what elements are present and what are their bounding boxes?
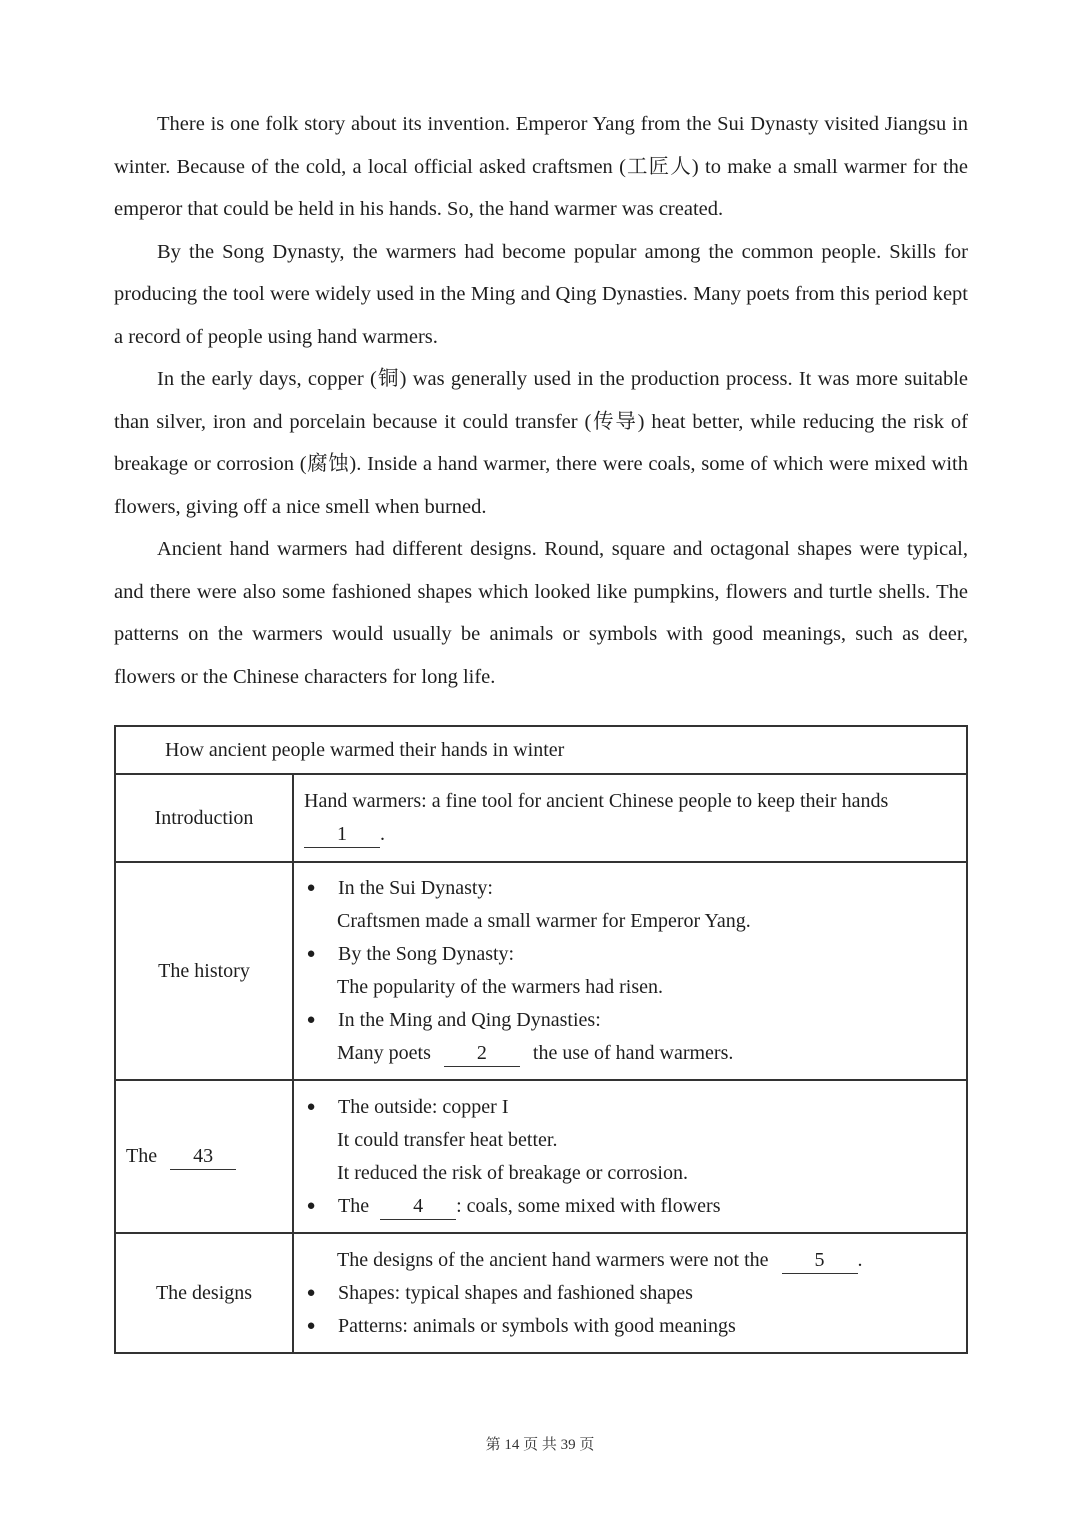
designs-patterns-text: Patterns: animals or symbols with good meanings <box>338 1314 736 1337</box>
history-song-heading: By the Song Dynasty: <box>338 943 515 965</box>
row-label-designs: The designs <box>115 1233 293 1353</box>
table-row-introduction <box>115 774 967 862</box>
designs-intro-period: . <box>857 1248 863 1271</box>
history-bullet-song <box>304 938 956 971</box>
material-content <box>293 1080 967 1233</box>
answer-blank-5: 5 <box>782 1247 858 1274</box>
table-row-material <box>115 1080 967 1233</box>
history-ming-qing-heading: In the Ming and Qing Dynasties: <box>338 1009 601 1031</box>
designs-shapes-text: Shapes: typical shapes and fashioned shapes <box>338 1281 693 1304</box>
paragraph-copper: In the early days, copper (铜) was generally used in the production process. It was more suitable than silver, iron and porcelain because it could transfer (传导) heat better, while reducing the risk of breakage or corrosion (腐蚀). Inside a hand warmer, there were coals, some of which were mixed with flowers, giving off a nice smell when burned. <box>114 368 968 518</box>
history-sui-detail: Craftsmen made a small warmer for Emperor Yang. <box>337 910 751 932</box>
bullet-icon: ● <box>306 1098 316 1115</box>
material-reason-heat: It could transfer heat better. <box>337 1128 558 1151</box>
designs-bullet-shapes <box>304 1277 956 1310</box>
designs-intro-text: The designs of the ancient hand warmers were not the <box>337 1248 769 1271</box>
bullet-icon: ● <box>306 880 316 896</box>
introduction-sentence: Hand warmers: a fine tool for ancient Chinese people to keep their hands <box>304 790 889 812</box>
answer-blank-2: 2 <box>444 1040 520 1067</box>
bullet-icon: ● <box>306 1284 316 1301</box>
answer-blank-4: 4 <box>380 1193 456 1220</box>
paragraph-origin: There is one folk story about its invention. Emperor Yang from the Sui Dynasty visited Jiangsu in winter. Because of the cold, a local official asked craftsmen (工匠人) to make a small warmer for the emperor that could be held in his hands. So, the hand warmer was created. <box>114 113 968 220</box>
row-label-introduction: Introduction <box>115 774 293 862</box>
bullet-icon: ● <box>306 1012 316 1028</box>
row-label-material <box>115 1080 293 1233</box>
bullet-icon: ● <box>306 946 316 962</box>
introduction-content <box>293 774 967 862</box>
history-poets-end: the use of hand warmers. <box>532 1042 734 1064</box>
answer-blank-3: 43 <box>170 1143 236 1170</box>
table-title-row <box>115 726 967 774</box>
history-bullet-sui <box>304 872 956 905</box>
material-reason-corrosion: It reduced the risk of breakage or corrosion. <box>337 1161 688 1184</box>
table-row-history <box>115 862 967 1080</box>
material-bullet-inside <box>304 1190 956 1223</box>
bullet-icon: ● <box>306 1197 316 1214</box>
material-bullet-outside <box>304 1091 956 1124</box>
material-inside-text: The <box>338 1194 370 1217</box>
table-row-designs <box>115 1233 967 1353</box>
history-poets-text: Many poets <box>337 1042 431 1064</box>
designs-intro <box>304 1244 956 1277</box>
reading-passage <box>114 103 968 698</box>
row-label-history: The history <box>115 862 293 1080</box>
history-ming-qing-detail <box>304 1037 956 1070</box>
introduction-period: . <box>380 823 385 845</box>
paragraph-designs: Ancient hand warmers had different designs. Round, square and octagonal shapes were typical, and there were also some fashioned shapes which looked like pumpkins, flowers and turtle shells. The patterns on the warmers would usually be animals or symbols with good meanings, such as deer, flowers or the Chinese characters for long life. <box>114 538 968 688</box>
material-outside-text: The outside: copper I <box>338 1095 509 1118</box>
introduction-text <box>304 785 956 851</box>
history-content <box>293 862 967 1080</box>
history-bullet-ming-qing <box>304 1004 956 1037</box>
answer-blank-1: 1 <box>304 821 380 848</box>
history-sui-heading: In the Sui Dynasty: <box>338 877 493 899</box>
paragraph-song-dynasty: By the Song Dynasty, the warmers had become popular among the common people. Skills for producing the tool were widely used in the Ming and Qing Dynasties. Many poets from this period kept a record of people using hand warmers. <box>114 240 968 348</box>
bullet-icon: ● <box>306 1317 316 1334</box>
material-label-text: The <box>126 1145 158 1167</box>
material-inside-end: : coals, some mixed with flowers <box>456 1194 721 1217</box>
summary-table <box>114 725 968 1354</box>
page-number-footer: 第 14 页 共 39 页 <box>485 1437 595 1453</box>
history-song-detail: The popularity of the warmers had risen. <box>337 976 664 998</box>
designs-content <box>293 1233 967 1353</box>
table-title: How ancient people warmed their hands in winter <box>115 726 967 774</box>
designs-bullet-patterns <box>304 1310 956 1343</box>
